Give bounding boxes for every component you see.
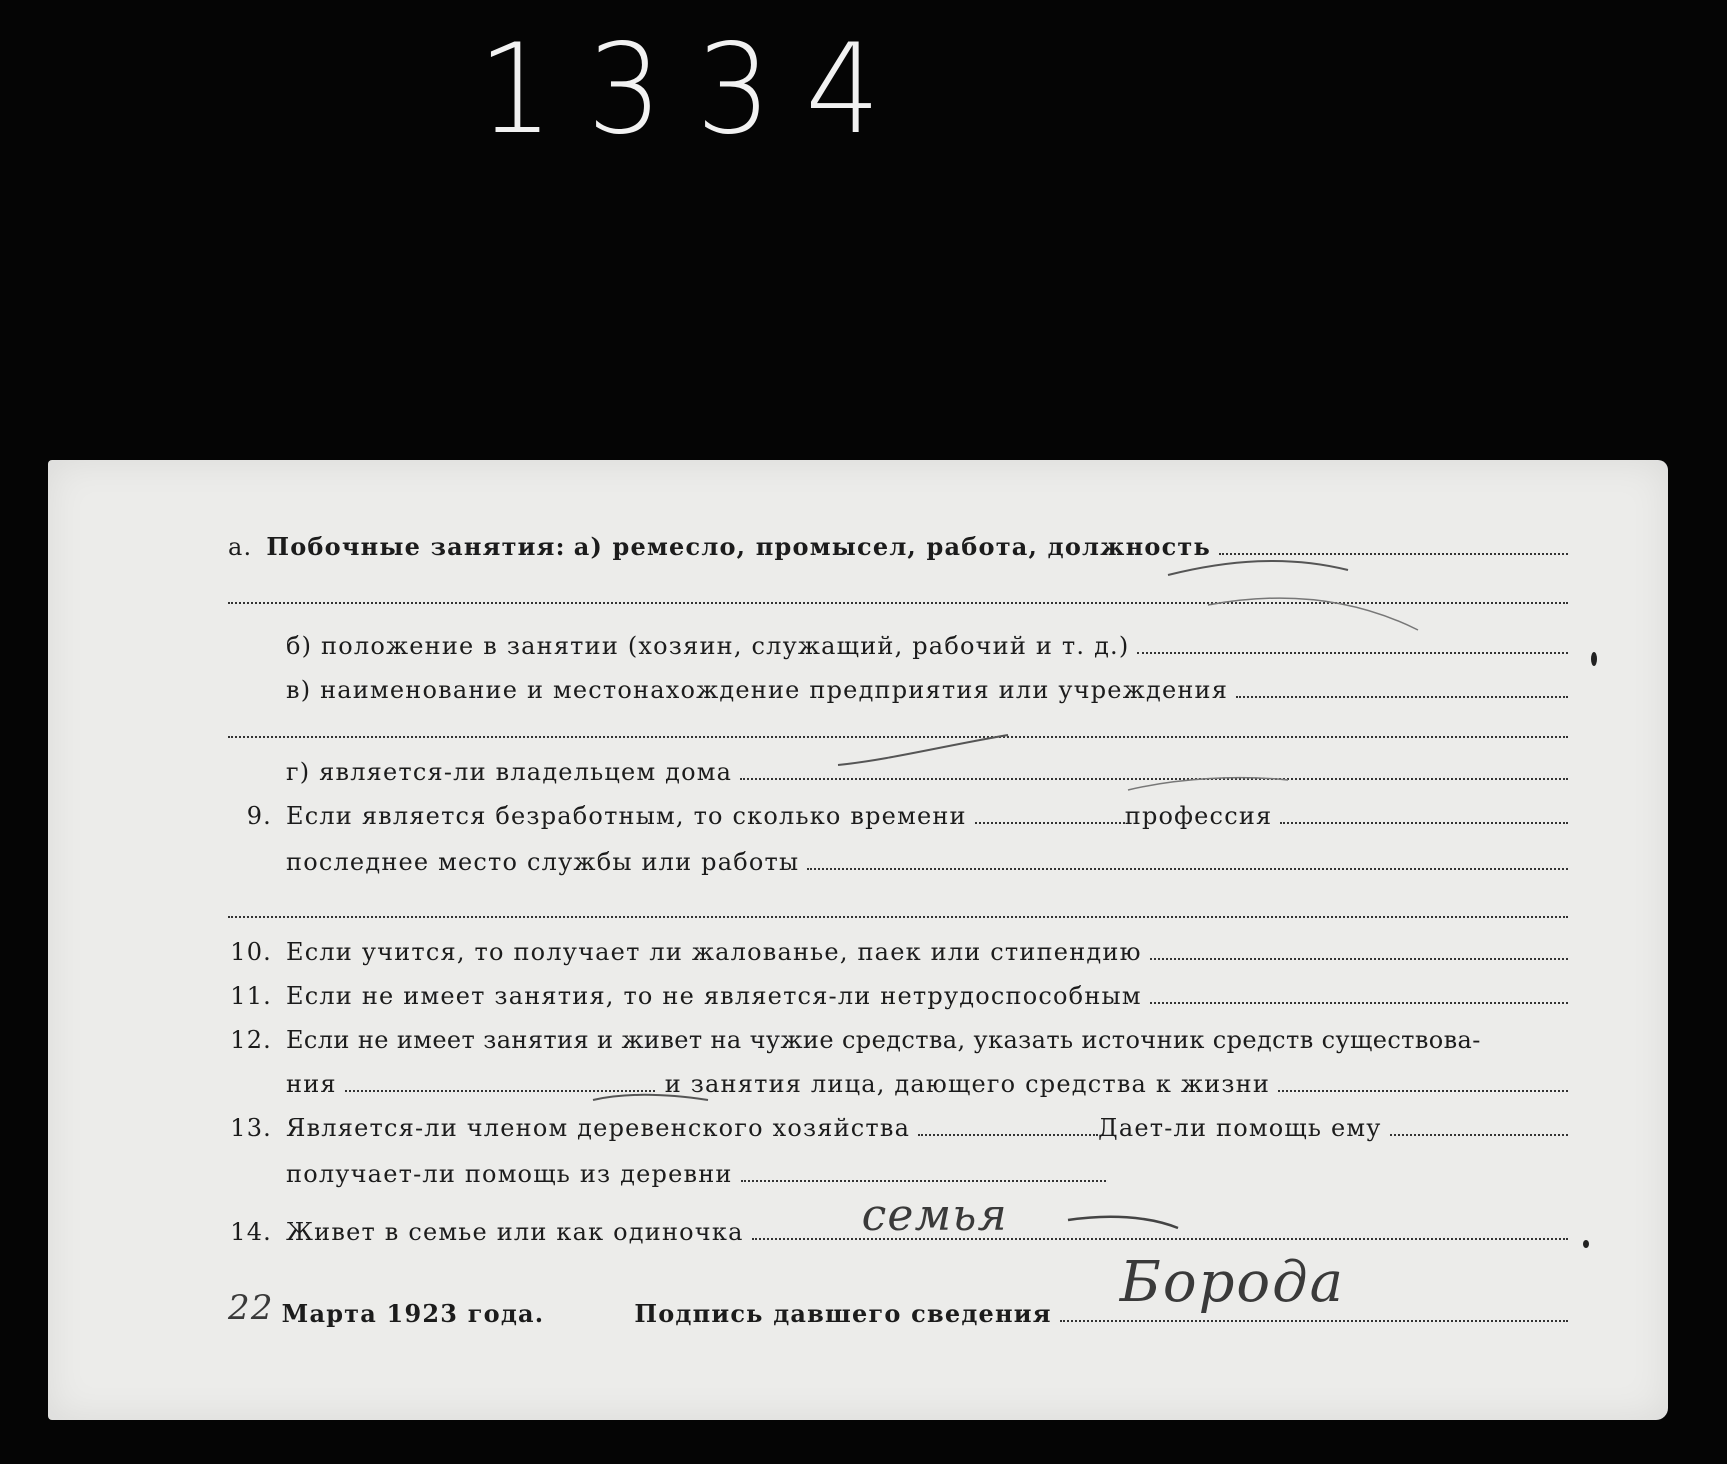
line-v-text: в) наименование и местонахождение предприятия или учреждения — [286, 676, 1229, 704]
question-13-receives: получает-ли помощь из деревни — [286, 1160, 733, 1188]
question-9-last-place: последнее место службы или работы — [286, 848, 800, 876]
frame-number: 1334 — [478, 16, 915, 162]
question-12-text: Если не имеет занятия и живет на чужие средства, указать источник средств существова- — [286, 1026, 1481, 1054]
line-a-text: а) ремесло, промысел, работа, должность — [573, 532, 1211, 561]
question-13-text: Является-ли членом деревенского хозяйства — [286, 1114, 911, 1142]
question-14-number: 14. — [230, 1218, 272, 1246]
question-12-tail: и занятия лица, дающего средства к жизни — [664, 1070, 1271, 1098]
film-speck — [1583, 1240, 1589, 1248]
question-13-help: Дает-ли помощь ему — [1098, 1114, 1382, 1142]
question-13-number: 13. — [230, 1114, 272, 1142]
question-12-number: 12. — [230, 1026, 272, 1054]
question-14-text: Живет в семье или как одиночка — [286, 1218, 744, 1246]
footer-signature-label: Подпись давшего сведения — [634, 1299, 1052, 1328]
question-9-profession: профессия — [1124, 802, 1273, 830]
line-b-text: б) положение в занятии (хозяин, служащий, рабочий и т. д.) — [286, 632, 1130, 660]
question-11-text: Если не имеет занятия, то не является-ли нетрудоспособным — [286, 982, 1142, 1010]
question-14-handwritten-answer: семья — [861, 1190, 1008, 1241]
question-10-text: Если учится, то получает ли жалованье, паек или стипендию — [286, 938, 1142, 966]
pencil-stroke-4 — [1128, 778, 1288, 790]
question-9-text: Если является безработным, то сколько времени — [286, 802, 967, 830]
pencil-stroke-6 — [1068, 1217, 1178, 1228]
film-speck — [1591, 652, 1597, 666]
question-11-number: 11. — [230, 982, 272, 1010]
census-form-card — [48, 460, 1668, 1420]
pencil-stroke-3 — [838, 735, 1008, 765]
pencil-strokes — [48, 460, 1668, 1420]
pencil-stroke-1 — [1168, 561, 1348, 575]
question-10-number: 10. — [230, 938, 272, 966]
pencil-stroke-2 — [1208, 598, 1418, 630]
question-12-cont: ния — [286, 1070, 337, 1098]
handwritten-signature: Борода — [1119, 1250, 1346, 1315]
question-9-number: 9. — [246, 802, 272, 830]
line-a-title: Побочные занятия: — [266, 532, 566, 561]
line-a-number: а. — [228, 533, 253, 561]
footer-day: 22 — [228, 1288, 274, 1328]
pencil-stroke-5 — [593, 1095, 708, 1100]
footer-month-year: Марта 1923 года. — [281, 1299, 545, 1328]
line-g-text: г) является-ли владельцем дома — [286, 758, 733, 786]
